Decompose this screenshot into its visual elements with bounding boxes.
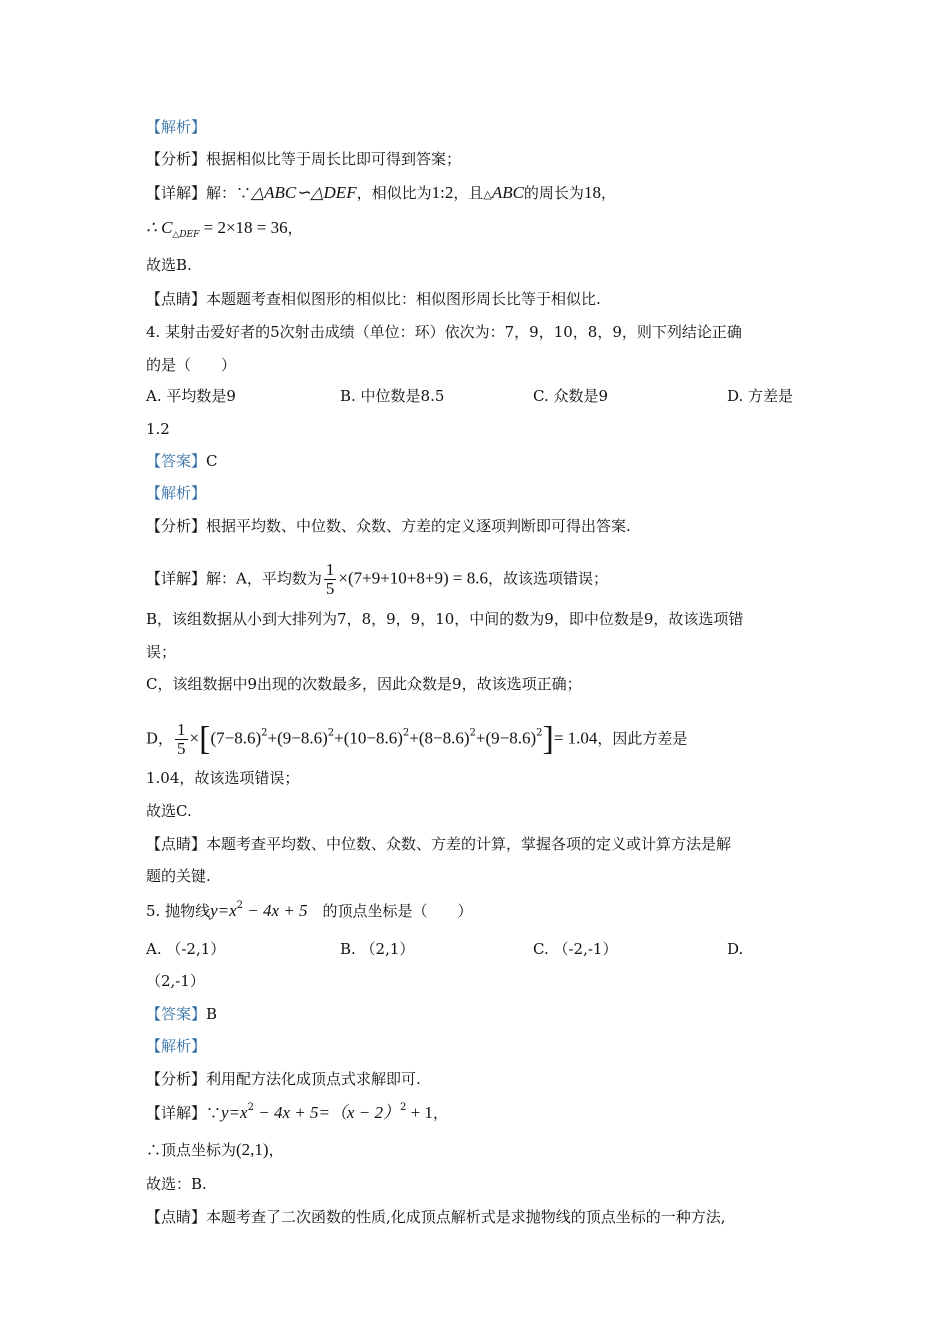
q5-answer: 【答案】B [146,1005,218,1023]
q4-option-c: C. 众数是9 [533,387,609,405]
q4-option-a: A. 平均数是9 [146,387,236,405]
q4-detail-b2: 误； [146,643,177,661]
q3-detail: 【详解】解：∵△ABC∽△DEF，相似比为1:2，且△ABC的周长为18， [146,183,616,202]
q4-comment-line1: 【点睛】本题考查平均数、中位数、众数、方差的计算，掌握各项的定义或计算方法是解 [146,835,732,853]
q5-stem: 5. 抛物线$y=x^2 - 4x + 5$ 的顶点坐标是（ ） [146,900,473,920]
q4-detail-a: 【详解】解：A，平均数为 $\frac{1}{5}$ ×(7+9+10+8+9) = 8.6，故该选项错误； [146,560,608,598]
q3-calc: ∴ $C_{\triangle DEF} = 2\times 18 = 36$， [146,218,303,240]
q5-choose: 故选：B. [146,1175,207,1193]
q3-fenxi: 【分析】根据相似比等于周长比即可得到答案； [146,150,462,168]
q4-stem-line2: 的是（ ） [146,356,237,374]
q3-choose: 故选B. [146,256,192,274]
q4-detail-d-cont: 1.04，故该选项错误； [146,769,300,787]
q5-comment: 【点睛】本题考查了二次函数的性质,化成顶点解析式是求抛物线的顶点坐标的一种方法, [146,1208,726,1226]
analysis-heading: 【解析】 [146,118,207,136]
q3-comment: 【点睛】本题题考查相似图形的相似比：相似图形周长比等于相似比. [146,290,601,308]
q5-analysis-heading: 【解析】 [146,1037,207,1055]
q5-detail: 【详解】$\because y=x^2 - 4x + 5=(x - 2)^2 + 1$， [146,1102,448,1122]
q5-option-a: A. （-2,1） [146,940,226,958]
q5-option-b: B. （2,1） [340,940,415,958]
q4-option-b: B. 中位数是8.5 [340,387,445,405]
q4-detail-d: D， $\frac{1}{5}$ $\times[(7-8.6)^2+(9-8.6)^2+(10-8.6)^2+(8-8.6)^2+(9-8.6)^2]= 1.04$，因此方差是 [146,720,688,758]
q5-fenxi: 【分析】利用配方法化成顶点式求解即可. [146,1070,421,1088]
fraction-one-fifth-variance: $\frac{1}{5}$ [177,720,186,758]
q4-option-d: D. 方差是 [727,387,794,405]
q4-comment-line2: 题的关键. [146,867,211,885]
q4-answer: 【答案】C [146,452,218,470]
q5-option-d-cont: （2,-1） [146,972,205,990]
q4-option-d-cont: 1.2 [146,420,170,438]
q5-option-c: C. （-2,-1） [533,940,618,958]
q5-vertex: ∴顶点坐标为(2,1)， [146,1140,284,1159]
q4-choose: 故选C. [146,802,192,820]
q5-option-d: D. [727,940,744,958]
fraction-one-fifth: $\frac{1}{5}$ [325,560,335,598]
q4-analysis-heading: 【解析】 [146,484,207,502]
q4-fenxi: 【分析】根据平均数、中位数、众数、方差的定义逐项判断即可得出答案. [146,517,631,535]
q4-detail-b1: B，该组数据从小到大排列为7，8，9，9，10，中间的数为9，即中位数是9，故该选项错 [146,610,744,628]
q4-stem-line1: 4. 某射击爱好者的5次射击成绩（单位：环）依次为：7，9，10，8，9，则下列结论正确 [146,323,742,341]
q4-detail-c: C，该组数据中9出现的次数最多，因此众数是9，故该选项正确； [146,675,582,693]
